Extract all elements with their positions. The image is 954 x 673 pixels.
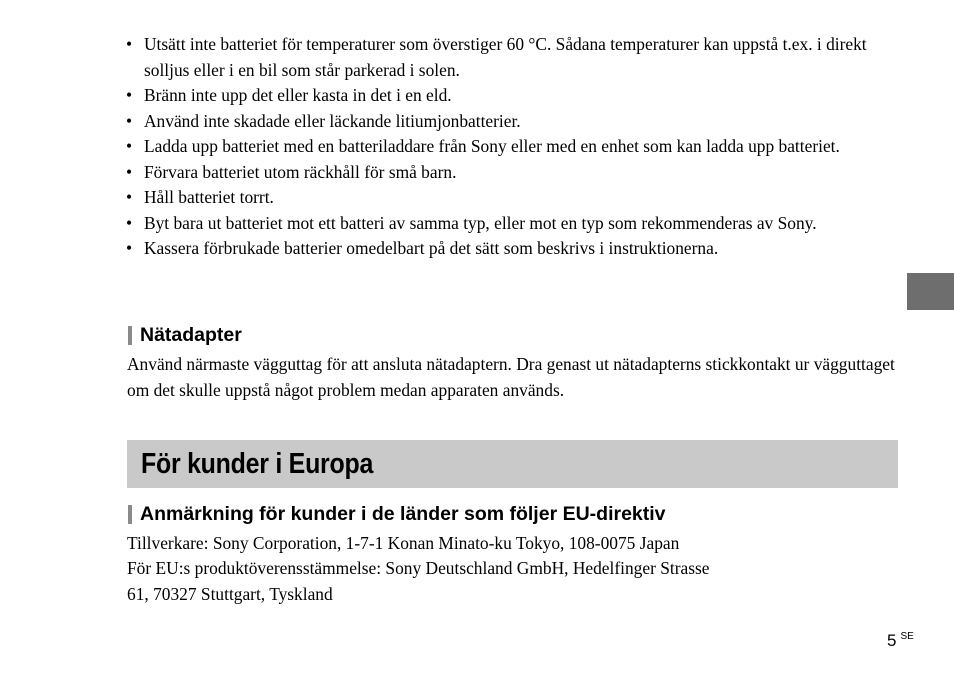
page-number-value: 5	[887, 631, 897, 650]
language-code: SE	[900, 631, 914, 642]
list-item: • Byt bara ut batteriet mot ett batteri av samma typ, eller mot en typ som rekommenderas av Sony.	[126, 211, 896, 237]
bullet-glyph: •	[126, 136, 133, 156]
bullet-glyph: •	[126, 34, 133, 54]
list-item: • Ladda upp batteriet med en batteriladdare från Sony eller med en enhet som kan ladda upp batteriet.	[126, 134, 896, 160]
side-tab-marker	[907, 273, 954, 310]
heading-bar	[128, 326, 132, 345]
eu-conformity-line: För EU:s produktöverensstämmelse: Sony Deutschland GmbH, Hedelfinger Strasse	[127, 558, 710, 578]
bullet-glyph: •	[126, 212, 133, 233]
battery-warning-list	[126, 32, 896, 262]
banner-title: För kunder i Europa	[141, 447, 374, 480]
list-item: • Bränn inte upp det eller kasta in det i en eld.	[126, 83, 896, 109]
adapter-paragraph: Använd närmaste vägguttag för att ansluta nätadaptern. Dra genast ut nätadapterns stickkontakt ur vägguttaget om det skulle uppstå något problem medan apparaten används.	[127, 354, 895, 400]
bullet-glyph: •	[126, 110, 133, 131]
adapter-heading-text: Nätadapter	[140, 324, 242, 346]
section-banner	[127, 440, 898, 488]
bullet-glyph: •	[126, 238, 133, 258]
eu-heading	[128, 503, 666, 526]
list-item: • Utsätt inte batteriet för temperaturer som överstiger 60 °C. Sådana temperaturer kan uppstå t.ex. i direkt solljus eller i en bil som står parkerad i solen.	[126, 34, 867, 80]
list-item: • Kassera förbrukade batterier omedelbart på det sätt som beskrivs i instruktionerna.	[126, 236, 896, 262]
list-item: • Håll batteriet torrt.	[126, 185, 896, 211]
heading-bar	[128, 505, 132, 524]
address-line: 61, 70327 Stuttgart, Tyskland	[127, 584, 333, 604]
bullet-glyph: •	[126, 85, 133, 105]
list-item: • Förvara batteriet utom räckhåll för små barn.	[126, 160, 896, 186]
list-item: • Använd inte skadade eller läckande litiumjonbatterier.	[126, 109, 896, 135]
adapter-heading	[128, 324, 242, 347]
page-number	[887, 631, 914, 651]
manufacturer-line: Tillverkare: Sony Corporation, 1-7-1 Konan Minato-ku Tokyo, 108-0075 Japan	[127, 533, 680, 553]
bullet-glyph: •	[126, 187, 133, 207]
bullet-glyph: •	[126, 161, 133, 182]
eu-heading-text: Anmärkning för kunder i de länder som följer EU-direktiv	[140, 503, 666, 525]
